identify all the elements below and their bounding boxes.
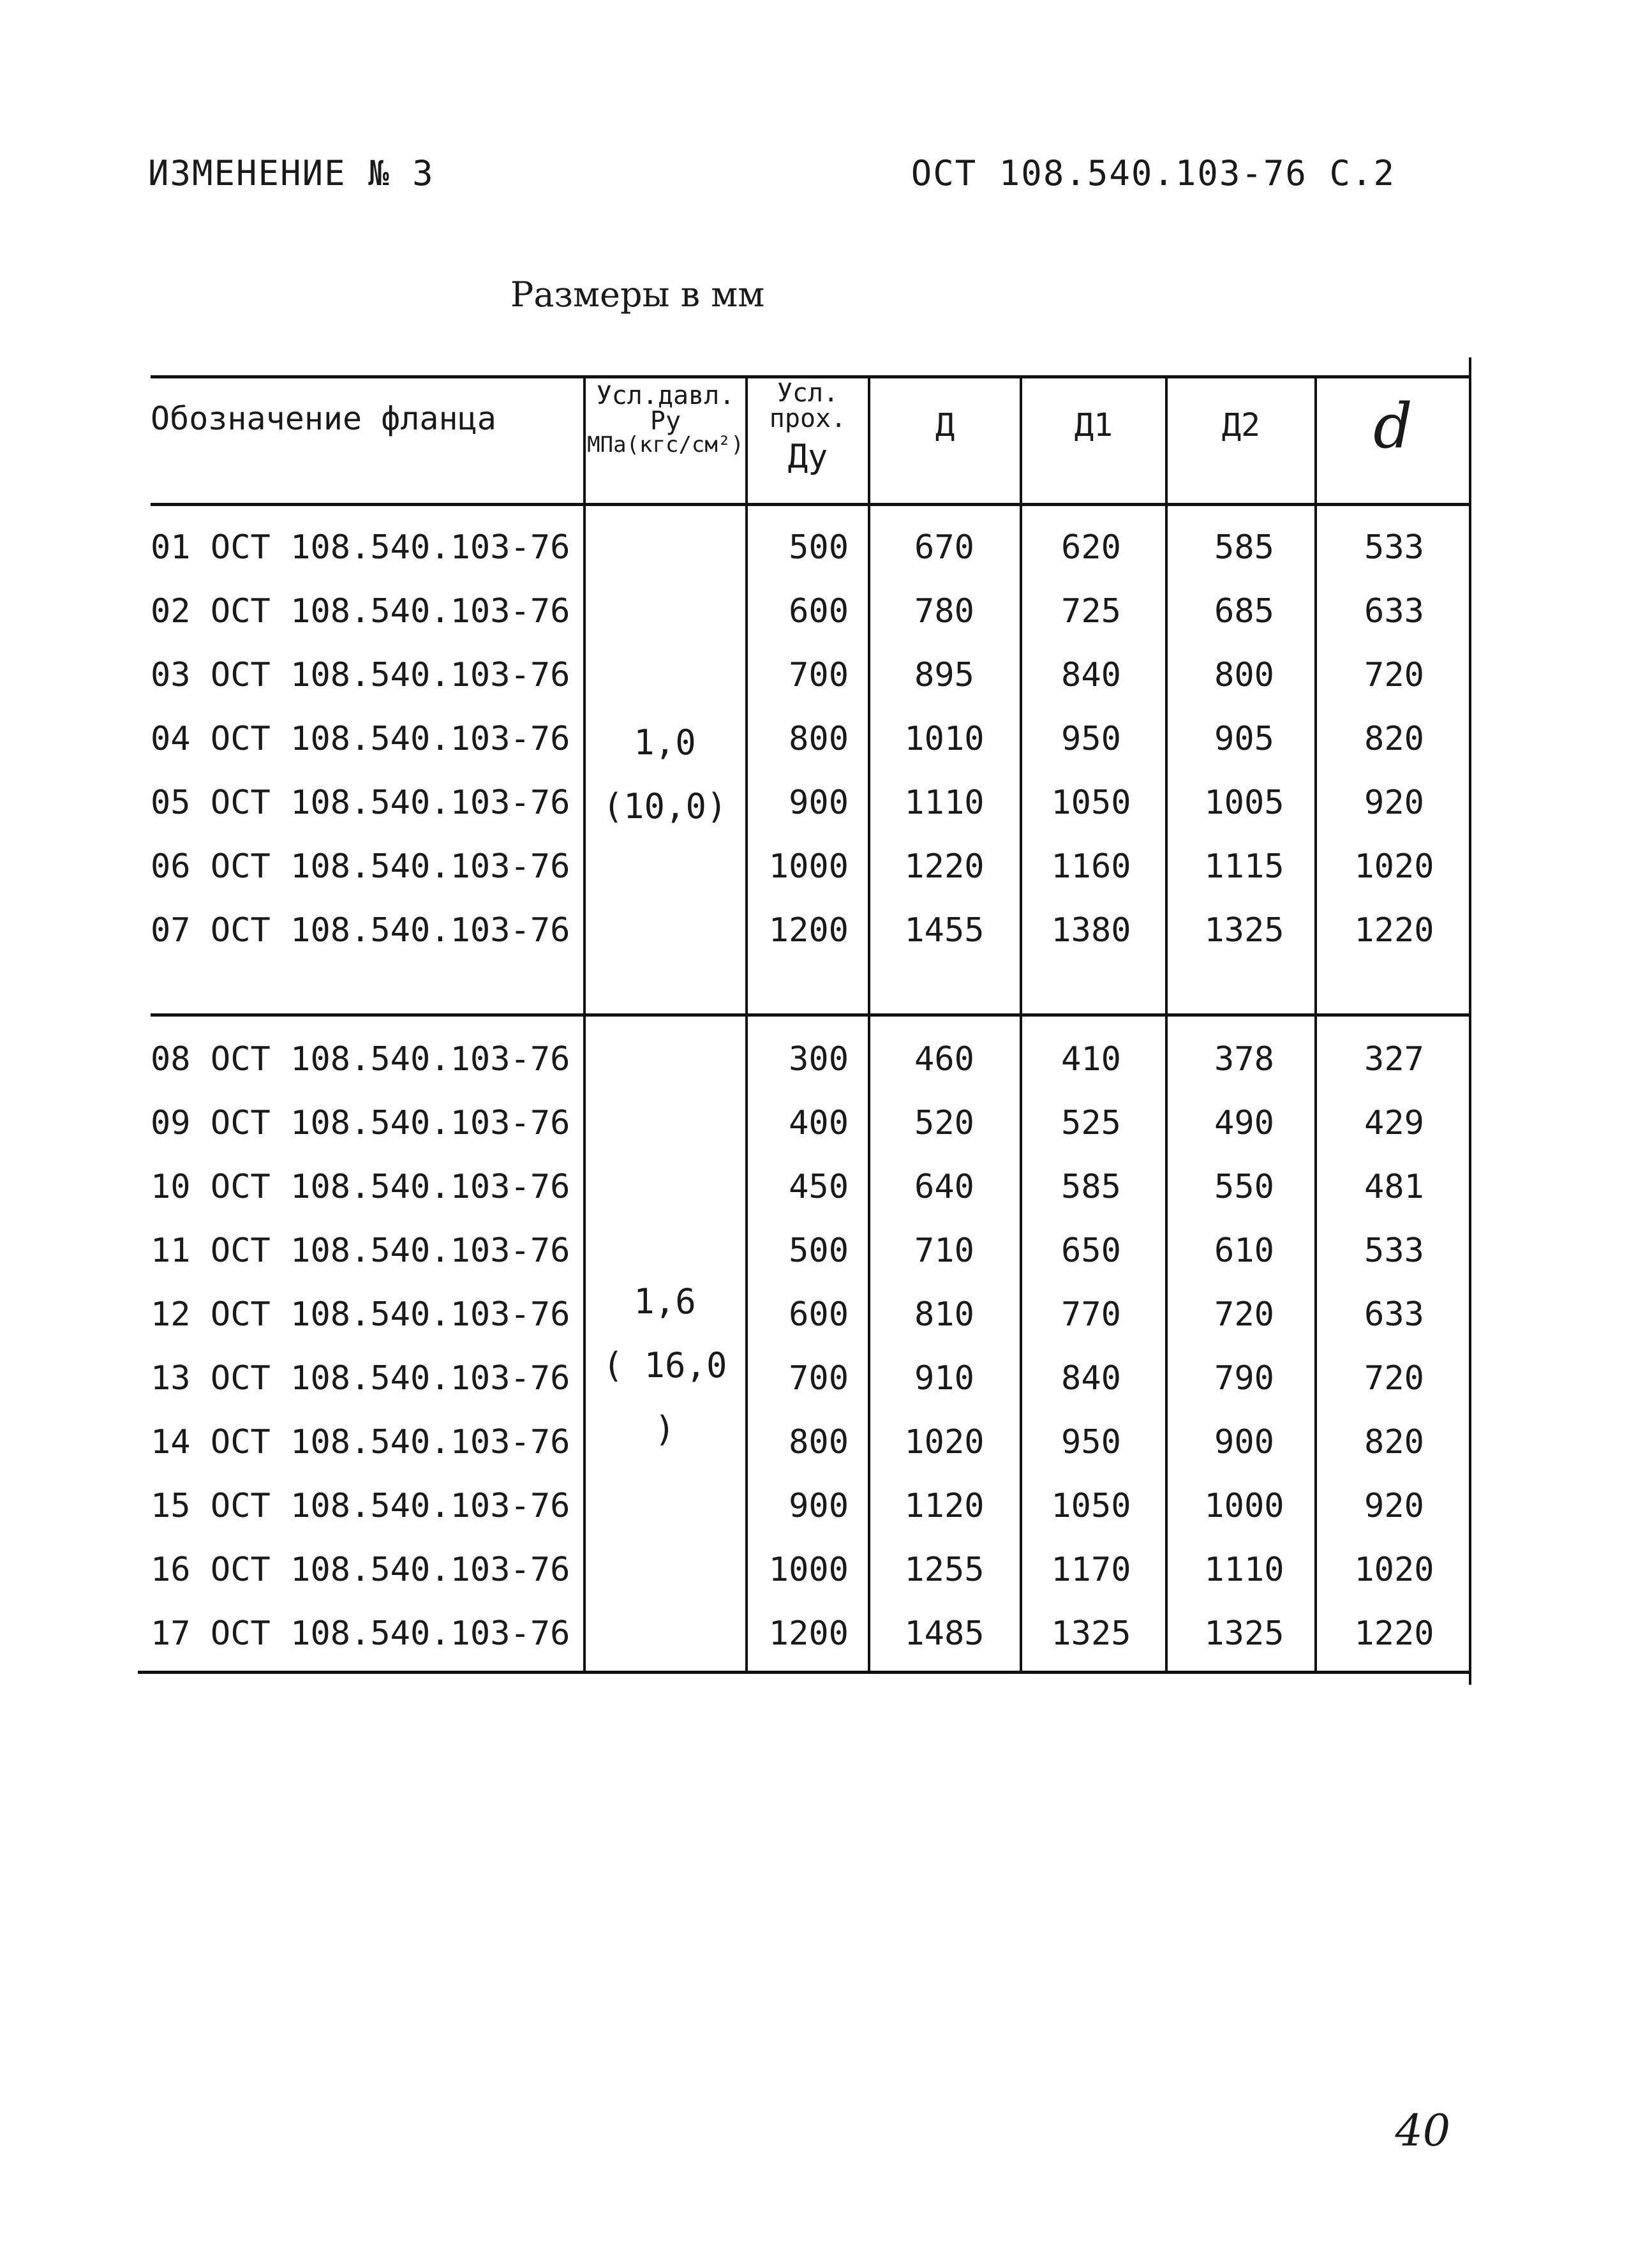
- table-cell-bolt-circle-diameter: 1325: [1051, 1615, 1131, 1653]
- table-cell-nominal-bore: 500: [789, 528, 849, 567]
- table-cell-nominal-bore: 700: [789, 656, 849, 694]
- table-cell-face-diameter: 905: [1214, 720, 1274, 758]
- table-cell-outer-diameter: 780: [914, 592, 974, 630]
- table-cell-nominal-bore: 900: [789, 1487, 849, 1525]
- table-cell-face-diameter: 1115: [1204, 847, 1284, 886]
- table-cell-outer-diameter: 1020: [904, 1423, 985, 1461]
- header-nominal-pressure-line2: Py: [650, 407, 681, 436]
- table-cell-flange-designation: 05 ОСТ 108.540.103-76: [151, 784, 570, 822]
- table-cell-inner-diameter: 533: [1364, 528, 1424, 567]
- document-code: ОСТ 108.540.103-76 С.2: [911, 153, 1395, 193]
- table-cell-inner-diameter: 1220: [1354, 911, 1434, 950]
- header-inner-diameter: d: [1373, 391, 1413, 462]
- table-cell-nominal-bore: 400: [789, 1104, 849, 1142]
- table-cell-flange-designation: 17 ОСТ 108.540.103-76: [151, 1615, 570, 1653]
- table-cell-outer-diameter: 1455: [904, 911, 985, 950]
- header-nominal-bore-line3: Ду: [787, 438, 828, 476]
- table-cell-nominal-bore: 500: [789, 1232, 849, 1270]
- table-cell-flange-designation: 08 ОСТ 108.540.103-76: [151, 1040, 570, 1078]
- table-cell-bolt-circle-diameter: 1380: [1051, 911, 1131, 950]
- table-cell-face-diameter: 550: [1214, 1168, 1274, 1206]
- table-cell-nominal-bore: 1200: [768, 911, 849, 950]
- table-cell-outer-diameter: 710: [914, 1232, 974, 1270]
- table-cell-flange-designation: 09 ОСТ 108.540.103-76: [151, 1104, 570, 1142]
- table-cell-bolt-circle-diameter: 525: [1061, 1104, 1121, 1142]
- table-cell-face-diameter: 1325: [1204, 1615, 1284, 1653]
- table-cell-face-diameter: 1000: [1204, 1487, 1284, 1525]
- table-cell-inner-diameter: 920: [1364, 1487, 1424, 1525]
- table-cell-face-diameter: 1005: [1204, 784, 1284, 822]
- table-cell-nominal-bore: 1000: [768, 847, 849, 886]
- table-cell-bolt-circle-diameter: 620: [1061, 528, 1121, 567]
- header-nominal-pressure-line1: Усл.давл.: [596, 381, 735, 410]
- table-cell-face-diameter: 685: [1214, 592, 1274, 630]
- table-cell-inner-diameter: 633: [1364, 592, 1424, 630]
- table-cell-face-diameter: 790: [1214, 1359, 1274, 1398]
- table-cell-inner-diameter: 920: [1364, 784, 1424, 822]
- table-cell-nominal-bore: 800: [789, 1423, 849, 1461]
- table-cell-nominal-bore: 700: [789, 1359, 849, 1398]
- header-face-diameter: Д2: [1221, 407, 1261, 444]
- table-cell-outer-diameter: 1485: [904, 1615, 985, 1653]
- column-divider: [1165, 375, 1168, 1671]
- table-cell-flange-designation: 14 ОСТ 108.540.103-76: [151, 1423, 570, 1461]
- table-cell-inner-diameter: 327: [1364, 1040, 1424, 1078]
- table-cell-nominal-bore: 450: [789, 1168, 849, 1206]
- table-cell-nominal-bore: 800: [789, 720, 849, 758]
- table-cell-flange-designation: 15 ОСТ 108.540.103-76: [151, 1487, 570, 1525]
- table-cell-inner-diameter: 533: [1364, 1232, 1424, 1270]
- table-cell-inner-diameter: 1020: [1354, 1551, 1434, 1589]
- table-cell-inner-diameter: 820: [1364, 720, 1424, 758]
- table-cell-flange-designation: 11 ОСТ 108.540.103-76: [151, 1232, 570, 1270]
- group-2-pressure-kgf: ( 16,0 ): [602, 1345, 727, 1449]
- table-cell-bolt-circle-diameter: 770: [1061, 1295, 1121, 1334]
- table-right-border: [1469, 357, 1471, 1685]
- table-cell-inner-diameter: 720: [1364, 1359, 1424, 1398]
- column-divider: [868, 375, 870, 1671]
- table-cell-outer-diameter: 1220: [904, 847, 985, 886]
- header-bolt-circle-diameter: Д1: [1074, 407, 1113, 444]
- table-cell-face-diameter: 800: [1214, 656, 1274, 694]
- table-cell-outer-diameter: 895: [914, 656, 974, 694]
- table-cell-bolt-circle-diameter: 1160: [1051, 847, 1131, 886]
- table-cell-bolt-circle-diameter: 410: [1061, 1040, 1121, 1078]
- table-cell-bolt-circle-diameter: 1050: [1051, 1487, 1131, 1525]
- table-cell-inner-diameter: 633: [1364, 1295, 1424, 1334]
- table-cell-bolt-circle-diameter: 950: [1061, 1423, 1121, 1461]
- table-cell-flange-designation: 04 ОСТ 108.540.103-76: [151, 720, 570, 758]
- table-cell-outer-diameter: 1120: [904, 1487, 985, 1525]
- table-cell-inner-diameter: 481: [1364, 1168, 1424, 1206]
- table-cell-inner-diameter: 1220: [1354, 1615, 1434, 1653]
- header-nominal-bore-line2: прох.: [769, 404, 847, 433]
- table-cell-nominal-bore: 600: [789, 592, 849, 630]
- table-cell-bolt-circle-diameter: 1170: [1051, 1551, 1131, 1589]
- table-cell-outer-diameter: 910: [914, 1359, 974, 1398]
- column-divider: [745, 375, 748, 1671]
- group-1-pressure: 1,0: [634, 722, 696, 763]
- table-cell-nominal-bore: 1200: [768, 1615, 849, 1653]
- header-nominal-bore-line1: Усл.: [777, 378, 839, 408]
- table-cell-outer-diameter: 670: [914, 528, 974, 567]
- table-cell-inner-diameter: 820: [1364, 1423, 1424, 1461]
- table-cell-flange-designation: 01 ОСТ 108.540.103-76: [151, 528, 570, 567]
- table-cell-bolt-circle-diameter: 585: [1061, 1168, 1121, 1206]
- table-cell-face-diameter: 378: [1214, 1040, 1274, 1078]
- table-cell-face-diameter: 720: [1214, 1295, 1274, 1334]
- table-cell-bolt-circle-diameter: 725: [1061, 592, 1121, 630]
- table-cell-nominal-bore: 600: [789, 1295, 849, 1334]
- table-cell-outer-diameter: 460: [914, 1040, 974, 1078]
- table-cell-flange-designation: 03 ОСТ 108.540.103-76: [151, 656, 570, 694]
- header-outer-diameter: Д: [935, 407, 955, 444]
- table-cell-outer-diameter: 1010: [904, 720, 985, 758]
- table-cell-nominal-bore: 900: [789, 784, 849, 822]
- table-cell-outer-diameter: 1255: [904, 1551, 985, 1589]
- table-cell-flange-designation: 10 ОСТ 108.540.103-76: [151, 1168, 570, 1206]
- group-divider-rule: [151, 1013, 1471, 1017]
- amendment-label: ИЗМЕНЕНИЕ № 3: [148, 153, 435, 193]
- table-cell-face-diameter: 490: [1214, 1104, 1274, 1142]
- table-cell-face-diameter: 900: [1214, 1423, 1274, 1461]
- table-cell-face-diameter: 585: [1214, 528, 1274, 567]
- table-cell-outer-diameter: 640: [914, 1168, 974, 1206]
- table-cell-inner-diameter: 429: [1364, 1104, 1424, 1142]
- table-cell-bolt-circle-diameter: 840: [1061, 1359, 1121, 1398]
- table-cell-flange-designation: 13 ОСТ 108.540.103-76: [151, 1359, 570, 1398]
- table-cell-bolt-circle-diameter: 950: [1061, 720, 1121, 758]
- table-cell-nominal-bore: 1000: [768, 1551, 849, 1589]
- group-1-pressure-kgf: (10,0): [602, 786, 727, 826]
- table-cell-bolt-circle-diameter: 840: [1061, 656, 1121, 694]
- table-cell-bolt-circle-diameter: 650: [1061, 1232, 1121, 1270]
- table-cell-face-diameter: 610: [1214, 1232, 1274, 1270]
- header-nominal-pressure-line3: МПа(кгс/см²): [587, 432, 744, 458]
- table-cell-flange-designation: 16 ОСТ 108.540.103-76: [151, 1551, 570, 1589]
- table-cell-bolt-circle-diameter: 1050: [1051, 784, 1131, 822]
- page-number: 40: [1395, 2106, 1450, 2156]
- table-cell-outer-diameter: 810: [914, 1295, 974, 1334]
- table-cell-inner-diameter: 1020: [1354, 847, 1434, 886]
- table-bottom-rule: [138, 1671, 1471, 1674]
- header-bottom-rule: [151, 503, 1471, 506]
- header-nominal-bore: [748, 380, 868, 474]
- table-cell-nominal-bore: 300: [789, 1040, 849, 1078]
- table-cell-outer-diameter: 520: [914, 1104, 974, 1142]
- header-nominal-pressure: [586, 383, 745, 456]
- table-cell-face-diameter: 1325: [1204, 911, 1284, 950]
- column-divider: [1314, 375, 1317, 1671]
- table-cell-face-diameter: 1110: [1204, 1551, 1284, 1589]
- table-caption: Размеры в мм: [510, 274, 765, 315]
- header-flange-designation: Обозначение фланца: [151, 400, 496, 437]
- table-cell-flange-designation: 06 ОСТ 108.540.103-76: [151, 847, 570, 886]
- group-2-pressure: 1,6: [634, 1281, 696, 1322]
- table-cell-outer-diameter: 1110: [904, 784, 985, 822]
- table-cell-flange-designation: 12 ОСТ 108.540.103-76: [151, 1295, 570, 1334]
- table-cell-inner-diameter: 720: [1364, 656, 1424, 694]
- table-cell-flange-designation: 02 ОСТ 108.540.103-76: [151, 592, 570, 630]
- table-cell-flange-designation: 07 ОСТ 108.540.103-76: [151, 911, 570, 950]
